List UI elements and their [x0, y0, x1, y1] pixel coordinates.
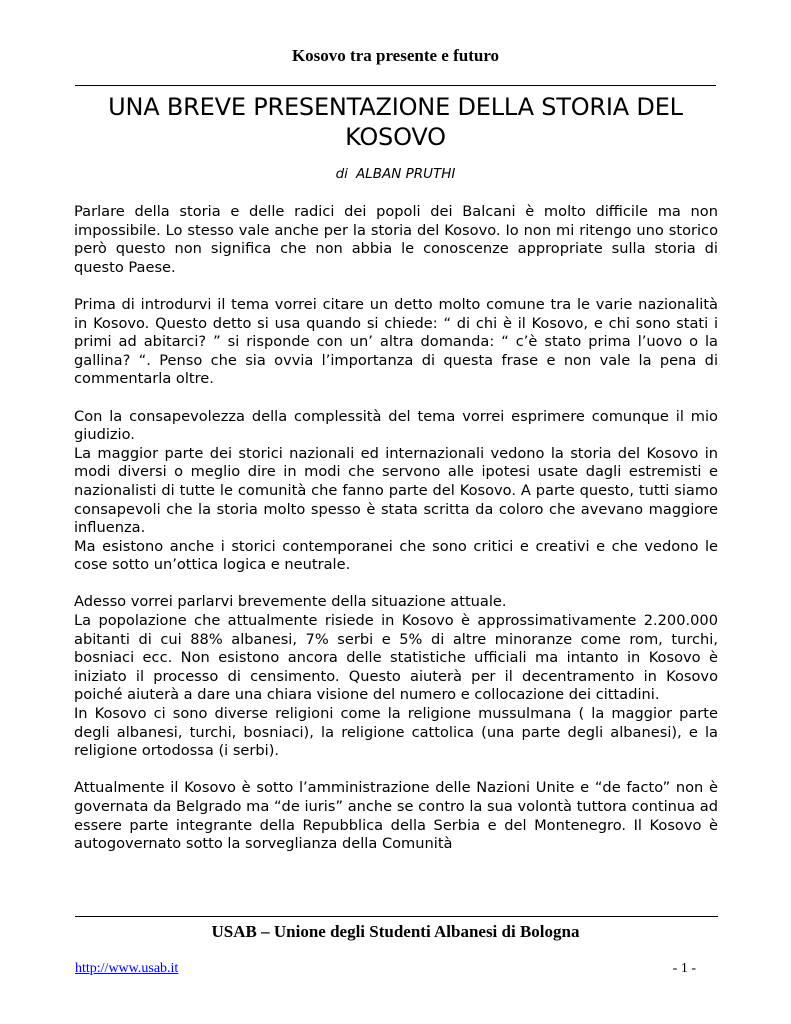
paragraph: In Kosovo ci sono diverse religioni come la religione mussulmana ( la maggior parte degli albanesi, turchi, bosniaci), la religione cattolica (una parte degli albanesi), e la religione ortodossa (i serbi). [74, 705, 718, 760]
paragraph: Attualmente il Kosovo è sotto l’amministrazione delle Nazioni Unite e “de facto” non è governata da Belgrado ma “de iuris” anche se contro la sua volontà tuttora continua ad essere parte integrante della Repubblica della Serbia e del Montenegro. Il Kosovo è autogovernato sotto la sorveglianza della Comunità [74, 779, 718, 853]
running-header: Kosovo tra presente e futuro [291, 46, 500, 65]
website-link[interactable]: http://www.usab.it [75, 961, 179, 976]
author-prefix: di [335, 166, 348, 182]
paragraph: Ma esistono anche i storici contemporanei che sono critici e creativi e che vedono le cose sotto un’ottica logica e neutrale. [74, 537, 718, 574]
header-divider [75, 85, 716, 86]
paragraph: La popolazione che attualmente risiede in Kosovo è approssimativamente 2.200.000 abitanti di cui 88% albanesi, 7% serbi e 5% di altre minoranze come rom, turchi, bosniaci ecc. Non esistono ancora delle statistiche ufficiali ma intanto in Kosovo è iniziato il processo di censimento. Questo aiuterà per il decentramento in Kosovo poiché aiuterà a dare una chiara visione del numero e collocazione dei cittadini. [74, 612, 718, 704]
paragraph: La maggior parte dei storici nazionali ed internazionali vedono la storia del Kosovo in modi diversi o meglio dire in modi che servono alle ipotesi usate dagli estremisti e nazionalisti di tutte le comunità che fanno parte del Kosovo. A parte questo, tutti siamo consapevoli che la storia molto spesso è stata scritta da coloro che avevano maggiore influenza. [74, 444, 718, 537]
author-name: ALBAN PRUTHI [355, 166, 456, 182]
paragraph: Adesso vorrei parlarvi brevemente della situazione attuale. [74, 593, 507, 611]
running-footer: USAB – Unione degli Studenti Albanesi di Bologna [211, 922, 580, 941]
paragraph: Parlare della storia e delle radici dei popoli dei Balcani è molto difficile ma non impossibile. Lo stesso vale anche per la storia del Kosovo. Io non mi ritengo uno storico però questo non significa che non abbia le conoscenze appropriate sulla storia di questo Paese. [74, 203, 718, 276]
paragraph: Prima di introdurvi il tema vorrei citare un detto molto comune tra le varie nazionalità in Kosovo. Questo detto si usa quando si chiede: “ di chi è il Kosovo, e chi sono stati i primi ad abitarci? ” si risponde con un’ altra domanda: “ c’è stato prima l’uovo o la gallina? “. Penso che sia ovvia l’importanza di questa frase e non vale la pena di commentarla oltre. [74, 295, 718, 388]
document-body [74, 203, 718, 854]
author-line [0, 166, 791, 182]
document-title: UNA BREVE PRESENTAZIONE DELLA STORIA DEL KOSOVO [108, 93, 683, 151]
page-number: - 1 - [672, 961, 696, 976]
paragraph: Con la consapevolezza della complessità del tema vorrei esprimere comunque il mio giudizio. [74, 407, 718, 444]
footer-divider [75, 916, 718, 917]
